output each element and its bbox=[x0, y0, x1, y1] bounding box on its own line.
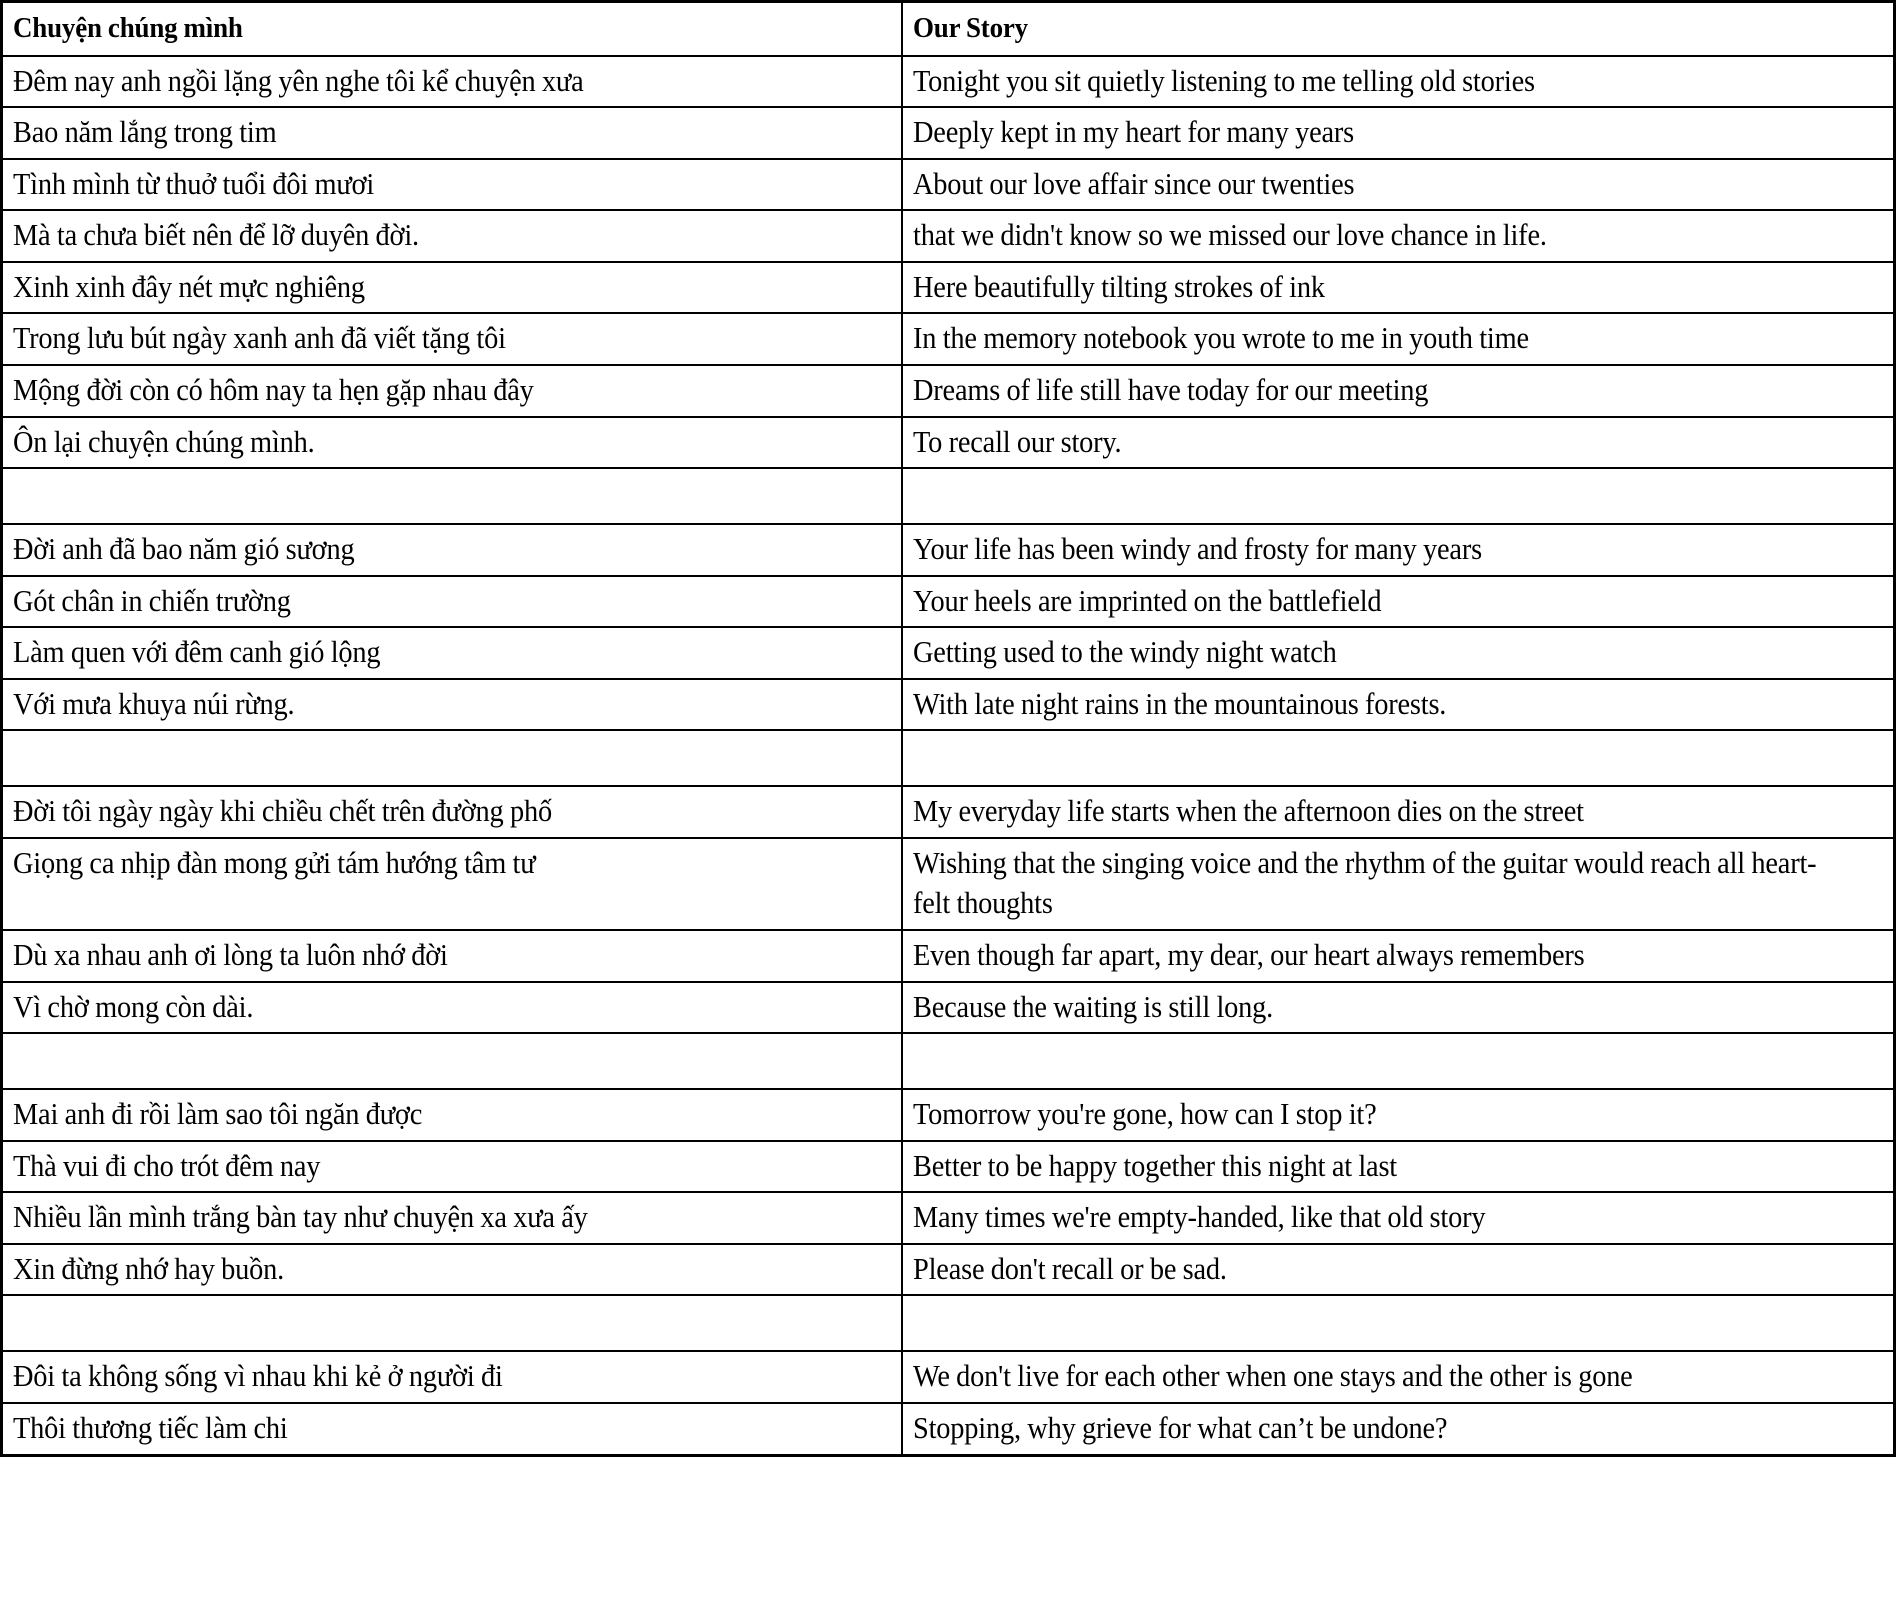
lyric-cell-vietnamese-empty bbox=[2, 1033, 902, 1089]
lyric-cell-english bbox=[902, 1089, 1895, 1141]
lyric-text-vietnamese: Giọng ca nhịp đàn mong gửi tám hướng tâm tư bbox=[13, 845, 536, 880]
lyric-text-vietnamese: Đêm nay anh ngồi lặng yên nghe tôi kể chuyện xưa bbox=[13, 63, 584, 98]
lyric-cell-english bbox=[902, 56, 1895, 108]
table-spacer-row bbox=[2, 1295, 1895, 1351]
lyric-text-vietnamese: Mà ta chưa biết nên để lỡ duyên đời. bbox=[13, 218, 419, 253]
lyric-text-vietnamese: Vì chờ mong còn dài. bbox=[13, 989, 254, 1024]
lyric-text-vietnamese: Dù xa nhau anh ơi lòng ta luôn nhớ đời bbox=[13, 938, 448, 972]
lyric-cell-vietnamese bbox=[2, 838, 902, 930]
lyric-cell-vietnamese bbox=[2, 313, 902, 365]
lyric-cell-english bbox=[902, 1192, 1895, 1244]
lyric-text-english: Better to be happy together this night at last bbox=[912, 1148, 1397, 1183]
table-row bbox=[2, 1192, 1895, 1244]
table-row bbox=[2, 576, 1895, 628]
lyric-text-vietnamese: Đời anh đã bao năm gió sương bbox=[13, 532, 355, 567]
lyric-text-vietnamese: Với mưa khuya núi rừng. bbox=[13, 686, 295, 721]
lyric-text-english: Deeply kept in my heart for many years bbox=[912, 115, 1354, 150]
lyric-text-vietnamese: Làm quen với đêm canh gió lộng bbox=[13, 635, 381, 670]
table-header-row bbox=[2, 2, 1895, 56]
lyric-cell-vietnamese bbox=[2, 982, 902, 1034]
lyric-cell-english bbox=[902, 576, 1895, 628]
lyric-text-english: Stopping, why grieve for what can’t be undone? bbox=[912, 1410, 1447, 1445]
lyric-text-vietnamese: Đời tôi ngày ngày khi chiều chết trên đường phố bbox=[13, 794, 552, 829]
table-row bbox=[2, 679, 1895, 731]
table-row bbox=[2, 627, 1895, 679]
lyric-cell-vietnamese bbox=[2, 1403, 902, 1455]
column-header-vietnamese bbox=[2, 2, 902, 56]
lyric-text-english: Many times we're empty-handed, like that old story bbox=[912, 1200, 1485, 1235]
lyric-cell-vietnamese bbox=[2, 417, 902, 469]
lyric-text-vietnamese: Trong lưu bút ngày xanh anh đã viết tặng tôi bbox=[13, 321, 506, 356]
table-row bbox=[2, 365, 1895, 417]
lyric-cell-vietnamese bbox=[2, 1351, 902, 1403]
lyric-text-vietnamese: Đôi ta không sống vì nhau khi kẻ ở người đi bbox=[13, 1359, 503, 1394]
lyric-cell-english bbox=[902, 524, 1895, 576]
lyric-text-vietnamese: Tình mình từ thuở tuổi đôi mươi bbox=[13, 166, 375, 201]
lyric-cell-english bbox=[902, 1141, 1895, 1193]
column-header-english-text: Our Story bbox=[912, 12, 1028, 44]
lyric-text-english: In the memory notebook you wrote to me in youth time bbox=[912, 321, 1529, 356]
lyric-cell-english bbox=[902, 679, 1895, 731]
table-spacer-row bbox=[2, 730, 1895, 786]
lyric-cell-english-empty bbox=[902, 1295, 1895, 1351]
table-spacer-row bbox=[2, 1033, 1895, 1089]
lyric-cell-english bbox=[902, 1351, 1895, 1403]
table-row bbox=[2, 1351, 1895, 1403]
lyric-cell-vietnamese bbox=[2, 930, 902, 982]
lyric-cell-vietnamese bbox=[2, 56, 902, 108]
lyric-text-english: Your life has been windy and frosty for many years bbox=[912, 532, 1482, 567]
column-header-english bbox=[902, 2, 1895, 56]
table-row bbox=[2, 1141, 1895, 1193]
table-row bbox=[2, 107, 1895, 159]
lyric-cell-vietnamese bbox=[2, 1141, 902, 1193]
lyric-cell-vietnamese bbox=[2, 1089, 902, 1141]
table-row bbox=[2, 159, 1895, 211]
lyric-text-vietnamese: Thà vui đi cho trót đêm nay bbox=[13, 1148, 321, 1183]
lyric-cell-vietnamese bbox=[2, 576, 902, 628]
table-row bbox=[2, 262, 1895, 314]
table-row bbox=[2, 210, 1895, 262]
lyric-cell-english bbox=[902, 417, 1895, 469]
table-row bbox=[2, 838, 1895, 930]
lyric-cell-english bbox=[902, 982, 1895, 1034]
lyric-cell-english bbox=[902, 1403, 1895, 1455]
lyric-text-english: We don't live for each other when one stays and the other is gone bbox=[912, 1359, 1633, 1394]
lyric-cell-english bbox=[902, 1244, 1895, 1296]
table-header bbox=[2, 2, 1895, 56]
lyric-text-english: Please don't recall or be sad. bbox=[912, 1251, 1227, 1286]
table-row bbox=[2, 56, 1895, 108]
lyric-cell-english bbox=[902, 930, 1895, 982]
lyric-cell-vietnamese bbox=[2, 1192, 902, 1244]
lyric-text-english: Here beautifully tilting strokes of ink bbox=[912, 269, 1325, 304]
table-row bbox=[2, 1244, 1895, 1296]
lyric-text-english: Even though far apart, my dear, our heart always remembers bbox=[912, 938, 1584, 972]
lyric-text-vietnamese: Gót chân in chiến trường bbox=[13, 583, 291, 618]
lyric-text-vietnamese: Bao năm lắng trong tim bbox=[13, 115, 277, 150]
lyric-cell-vietnamese bbox=[2, 262, 902, 314]
table-row bbox=[2, 1403, 1895, 1455]
lyric-text-english: With late night rains in the mountainous forests. bbox=[912, 686, 1446, 721]
lyric-cell-english-empty bbox=[902, 1033, 1895, 1089]
lyric-text-english: Tomorrow you're gone, how can I stop it? bbox=[912, 1097, 1377, 1132]
lyric-text-english: Dreams of life still have today for our meeting bbox=[912, 372, 1428, 407]
lyric-cell-english bbox=[902, 210, 1895, 262]
lyric-cell-english-empty bbox=[902, 730, 1895, 786]
table-row bbox=[2, 417, 1895, 469]
lyric-text-english: About our love affair since our twenties bbox=[912, 166, 1354, 201]
lyric-cell-english bbox=[902, 365, 1895, 417]
lyric-cell-english bbox=[902, 159, 1895, 211]
lyric-cell-vietnamese-empty bbox=[2, 730, 902, 786]
lyric-cell-vietnamese bbox=[2, 365, 902, 417]
lyric-text-vietnamese: Ôn lại chuyện chúng mình. bbox=[13, 424, 315, 459]
table-row bbox=[2, 524, 1895, 576]
lyric-text-english: Getting used to the windy night watch bbox=[912, 635, 1337, 670]
lyric-cell-vietnamese bbox=[2, 210, 902, 262]
lyric-cell-vietnamese bbox=[2, 679, 902, 731]
lyric-cell-vietnamese bbox=[2, 1244, 902, 1296]
lyric-text-english: Your heels are imprinted on the battlefield bbox=[912, 583, 1381, 618]
lyric-text-english: To recall our story. bbox=[912, 424, 1121, 459]
lyric-text-vietnamese: Thôi thương tiếc làm chi bbox=[13, 1410, 288, 1445]
lyric-cell-english bbox=[902, 313, 1895, 365]
lyric-cell-vietnamese-empty bbox=[2, 468, 902, 524]
lyric-cell-vietnamese bbox=[2, 786, 902, 838]
lyric-text-english: Wishing that the singing voice and the rhythm of the guitar would reach all heart-felt thoughts bbox=[912, 845, 1816, 921]
lyric-cell-vietnamese bbox=[2, 159, 902, 211]
lyric-cell-vietnamese-empty bbox=[2, 1295, 902, 1351]
lyric-text-english: My everyday life starts when the afternoon dies on the street bbox=[912, 794, 1584, 829]
column-header-vietnamese-text: Chuyện chúng mình bbox=[13, 12, 243, 44]
lyric-cell-vietnamese bbox=[2, 107, 902, 159]
lyric-text-vietnamese: Mai anh đi rồi làm sao tôi ngăn được bbox=[13, 1097, 423, 1132]
lyric-cell-english-empty bbox=[902, 468, 1895, 524]
lyric-text-vietnamese: Xin đừng nhớ hay buồn. bbox=[13, 1251, 285, 1286]
table-row bbox=[2, 313, 1895, 365]
table-row bbox=[2, 982, 1895, 1034]
table-spacer-row bbox=[2, 468, 1895, 524]
lyric-cell-vietnamese bbox=[2, 524, 902, 576]
lyric-cell-english bbox=[902, 107, 1895, 159]
lyric-text-english: Because the waiting is still long. bbox=[912, 989, 1273, 1024]
lyric-cell-vietnamese bbox=[2, 627, 902, 679]
table-row bbox=[2, 1089, 1895, 1141]
table-body bbox=[2, 56, 1895, 1455]
table-row bbox=[2, 930, 1895, 982]
lyric-text-vietnamese: Xinh xinh đây nét mực nghiêng bbox=[13, 269, 365, 304]
lyric-text-english: Tonight you sit quietly listening to me telling old stories bbox=[912, 63, 1535, 98]
lyric-cell-english bbox=[902, 838, 1895, 930]
lyric-text-vietnamese: Mộng đời còn có hôm nay ta hẹn gặp nhau đây bbox=[13, 372, 534, 407]
lyric-text-vietnamese: Nhiều lần mình trắng bàn tay như chuyện xa xưa ấy bbox=[13, 1200, 588, 1235]
lyric-cell-english bbox=[902, 262, 1895, 314]
lyric-text-english: that we didn't know so we missed our love chance in life. bbox=[912, 218, 1547, 253]
table-row bbox=[2, 786, 1895, 838]
lyric-cell-english bbox=[902, 627, 1895, 679]
lyric-cell-english bbox=[902, 786, 1895, 838]
